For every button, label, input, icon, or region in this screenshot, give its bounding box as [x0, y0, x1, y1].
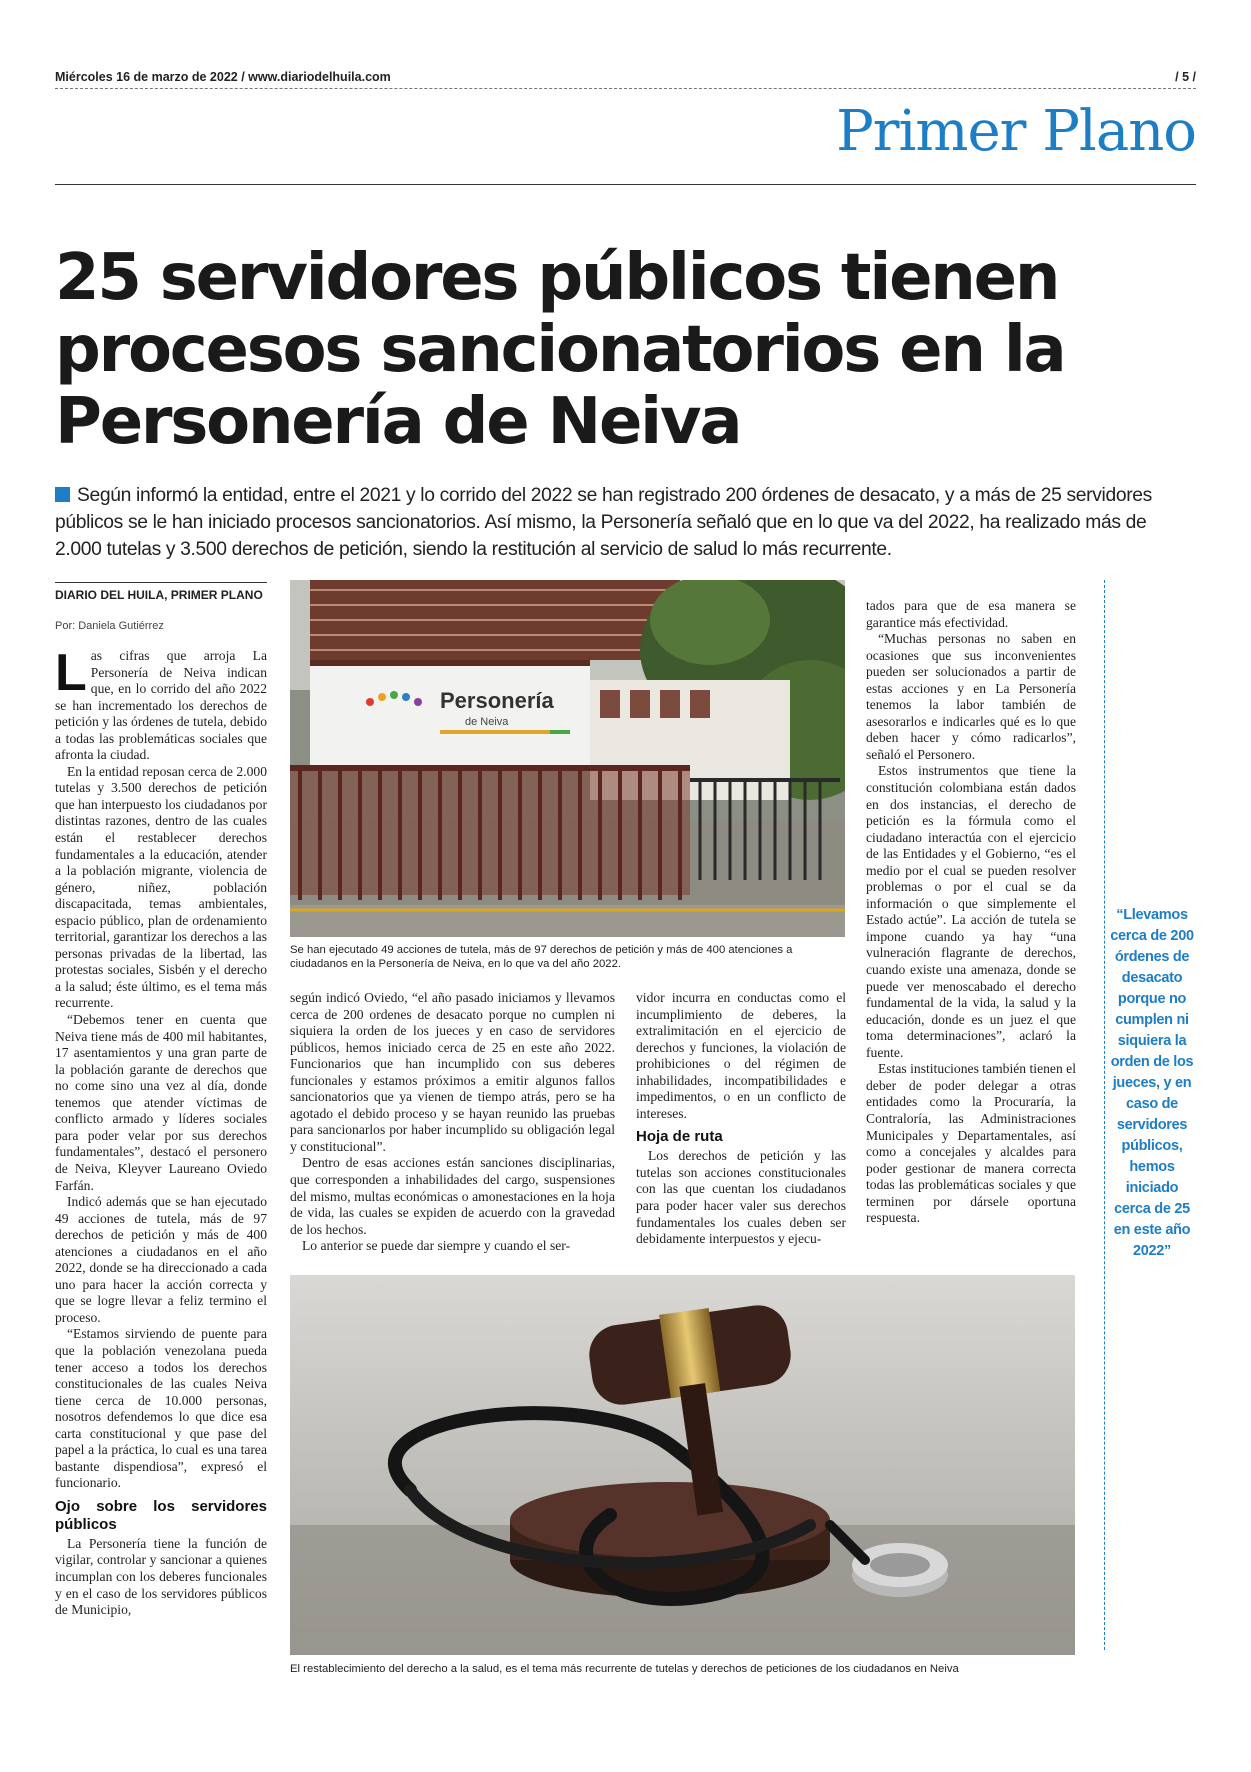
paragraph: Estas instituciones también tienen el deber de poder delegar a otras entidades como la Procuraría, la Contraloría, las Administraciones Municipales y Departamentales, así como a concejales y alcaldes para poder gestionar de manera correcta todas las problemáticas sociales y que terminen por dársele oportuna respuesta.	[866, 1061, 1076, 1226]
paragraph: tados para que de esa manera se garantice más efectividad.	[866, 598, 1076, 630]
subheading: Ojo sobre los servidores públicos	[55, 1497, 267, 1533]
building-photo-svg	[290, 580, 845, 937]
article-column-4	[866, 598, 1076, 1227]
subheading: Hoja de ruta	[636, 1128, 723, 1146]
date-site: Miércoles 16 de marzo de 2022 / www.diariodelhuila.com	[55, 70, 391, 84]
personeria-building-photo	[290, 580, 845, 937]
photo2-caption: El restablecimiento del derecho a la salud, es el tema más recurrente de tutelas y derechos de peticiones de los ciudadanos en Neiva	[290, 1663, 959, 1675]
drop-cap: L	[55, 644, 87, 702]
paragraph: Indicó además que se han ejecutado 49 acciones de tutela, más de 97 derechos de petición y más de 400 atenciones a ciudadanos en el año 2022, donde se ha direccionado a cada uno para hacer la acción correcta y que se logre llevar a feliz termino el proceso.	[55, 1194, 267, 1325]
date-site-line	[55, 70, 1196, 84]
paragraph-text: as cifras que arroja La Personería de Neiva indican que, en lo corrido del año 2022 se han incrementado los derechos de petición y las órdenes de tutela, debido a todas las problemáticas sociales que afronta la ciudad.	[55, 648, 267, 763]
paragraph: “Muchas personas no saben en ocasiones que sus inconvenientes pueden ser solucionados a partir de estas acciones y en La Personería tenemos la labor también de asesorarlos e indicarles qué es lo que deben hacer y cómo radicarlos”, señaló el Personero.	[866, 631, 1076, 762]
article-lead	[55, 482, 1196, 563]
source-label: DIARIO DEL HUILA, PRIMER PLANO	[55, 588, 263, 602]
section-title: Primer Plano	[836, 99, 1196, 164]
sign-subtitle: de Neiva	[465, 716, 509, 728]
paragraph: “Debemos tener en cuenta que Neiva tiene más de 400 mil habitantes, 17 asentamientos y una gran parte de la población garante de derechos que no come sino una vez al día, donde tenemos que atender víctimas de conflicto armado y líderes sociales para poder velar por sus derechos fundamentales”, destacó el personero de Neiva, Kleyver Laureano Oviedo Farfán.	[55, 1012, 267, 1193]
paragraph: La Personería tiene la función de vigilar, controlar y sancionar a quienes incumplan con los deberes funcionales y en el caso de los servidores públicos de Municipio,	[55, 1535, 267, 1618]
paragraph: Los derechos de petición y las tutelas son acciones constitucionales con las que cuentan los ciudadanos para poder hacer valer sus derechos fundamentales los cuales deben ser debidamente interpuestos y ejecu-	[636, 1148, 846, 1247]
pullquote: “Llevamos cerca de 200 órdenes de desacato porque no cumplen ni siquiera la orden de los jueces, y en caso de servidores públicos, hemos iniciado cerca de 25 en este año 2022”	[1110, 907, 1194, 1259]
gavel-stethoscope-photo	[290, 1275, 1075, 1655]
lead-square-icon	[55, 487, 70, 502]
article-column-1	[55, 644, 267, 1619]
article-column-3	[636, 990, 846, 1248]
page-number: / 5 /	[1175, 70, 1196, 84]
paragraph: “Estamos sirviendo de puente para que la población venezolana pueda tener acceso a todos los derechos constitucionales de las cuales Neiva tiene cerca de 10.000 personas, nosotros defendemos lo que dice esa carta constitucional y que pase del papel a la práctica, lo cual es una tarea bastante dispendiosa”, expresó el funcionario.	[55, 1326, 267, 1491]
paragraph: Lo anterior se puede dar siempre y cuando el ser-	[302, 1238, 571, 1254]
author-byline: Por: Daniela Gutiérrez	[55, 620, 164, 632]
section-divider	[55, 184, 1196, 185]
paragraph: En la entidad reposan cerca de 2.000 tutelas y 3.500 derechos de petición que han interpuesto los ciudadanos por distintas razones, dentro de las cuales están el restablecer derechos fundamentales a la educación, atender a la población migrante, violencia de género, niñez, población discapacitada, temas ambientales, espacio público, plan de ordenamiento territorial, garantizar los derechos a las personas privadas de la libertad, las protestas sociales, Sisbén y el derecho a la salud; éste último, es el tema más recurrente.	[55, 763, 267, 1011]
article-column-2	[290, 990, 615, 1255]
article-headline: 25 servidores públicos tienen procesos sancionatorios en la Personería de Neiva	[55, 241, 1065, 459]
header-divider	[55, 88, 1196, 89]
byline-divider	[55, 582, 267, 583]
lead-text: Según informó la entidad, entre el 2021 y lo corrido del 2022 se han registrado 200 órdenes de desacato, y a más de 25 servidores públicos se le han iniciado procesos sancionatorios. Así mismo, la Personería señaló que en lo que va del 2022, ha realizado más de 2.000 tutelas y 3.500 derechos de petición, siendo la restitución al servicio de salud lo más recurrente.	[55, 485, 1152, 560]
paragraph: vidor incurra en conductas como el incumplimiento de deberes, la extralimitación en el ejercicio de derechos y funciones, la violación de prohibiciones o del régimen de inhabilidades, incompatibilidades e impedimentos, o en un conflicto de intereses.	[636, 990, 846, 1121]
paragraph: según indicó Oviedo, “el año pasado iniciamos y llevamos cerca de 200 ordenes de desacato porque no cumplen ni siquiera la orden de los jueces y en caso de servidores públicos, hemos iniciado cerca de 25 en este año 2022. Funcionarios que han incumplido con sus deberes funcionales y estamos próximos a emitir algunos fallos sancionatorios que ya vienen de tiempo atrás, pero se ha agotado el debido proceso y se hayan reunido las pruebas para sancionarlos por haber incumplido su obligación legal y constitucional”.	[290, 990, 615, 1154]
sign-title: Personería	[440, 688, 554, 713]
paragraph: Estos instrumentos que tiene la constitución colombiana están dados en dos instancias, el derecho de petición es la fórmula como el ciudadano interactúa con el ejercicio de las Entidades y el Gobierno, “es el medio por el cual se pueden resolver problemas o por el cual se da información o que simplemente el Estado actúe”. La acción de tutela se impone cuando ya hay “una vulneración flagrante de derechos, cuando existe una amenaza, donde se puede ver menoscabado el derecho fundamental de la vida, la salud y la educación, donde es un juez el que toma determinaciones”, aclaró la fuente.	[866, 763, 1076, 1060]
photo1-caption: Se han ejecutado 49 acciones de tutela, más de 97 derechos de petición y más de 400 atenciones a ciudadanos en la Personería de Neiva, en lo que va del año 2022.	[290, 944, 793, 970]
gavel-photo-svg	[290, 1275, 1075, 1655]
paragraph	[55, 644, 267, 764]
paragraph: Dentro de esas acciones están sanciones disciplinarias, que corresponden a inhabilidades del cargo, suspensiones del mismo, multas económicas o amonestaciones en la hoja de vida, las cuales se expiden de acuerdo con la gravedad de los hechos.	[290, 1155, 615, 1237]
